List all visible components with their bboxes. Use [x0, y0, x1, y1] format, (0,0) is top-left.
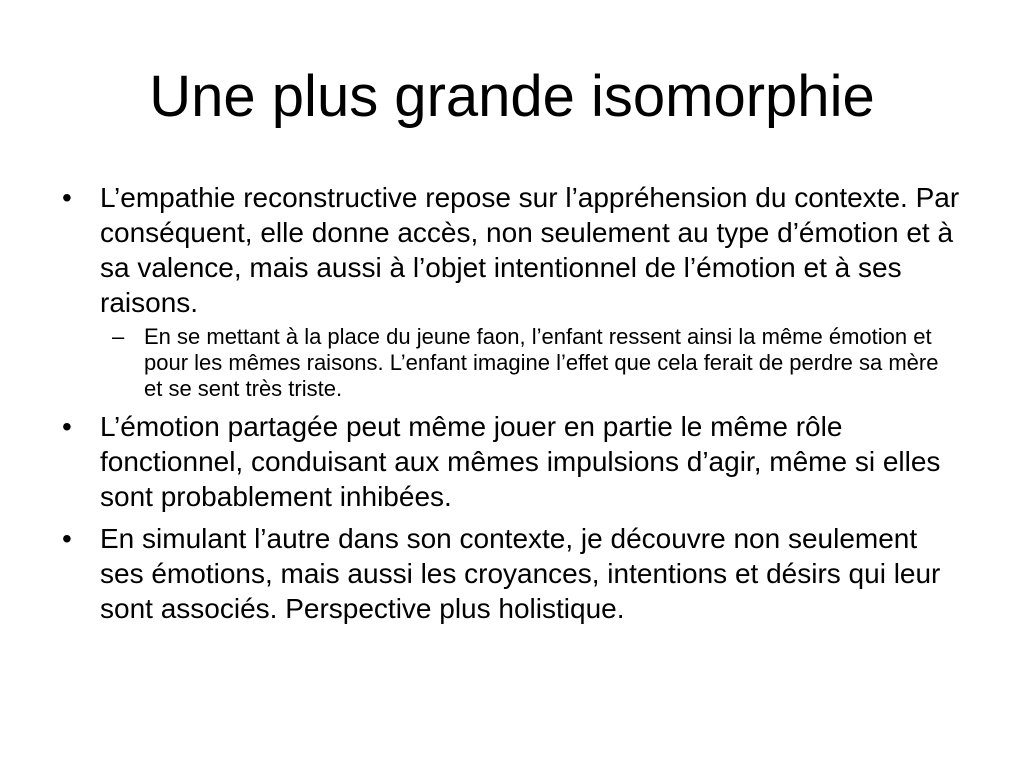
- bullet-text: En simulant l’autre dans son contexte, je découvre non seulement ses émotions, mais aussi les croyances, intentions et désirs qui leur sont associés. Perspective plus holistique.: [100, 523, 941, 624]
- bullet-item-3: [62, 521, 962, 626]
- sub-bullet-list: [62, 324, 962, 402]
- bullet-item-2: [62, 409, 962, 514]
- bullet-item-1: [62, 180, 962, 320]
- bullet-list: [62, 180, 962, 626]
- sub-bullet-text: En se mettant à la place du jeune faon, l’enfant ressent ainsi la même émotion et pour les mêmes raisons. L’enfant imagine l’effet que cela ferait de perdre sa mère et se sent très triste.: [144, 324, 939, 401]
- slide-title: Une plus grande isomorphie: [149, 64, 875, 129]
- sub-bullet-marker: –: [112, 324, 125, 349]
- bullet-marker: •: [62, 182, 72, 213]
- bullet-marker: •: [62, 411, 72, 442]
- sub-bullet-item-1: [106, 324, 962, 402]
- bullet-marker: •: [62, 523, 72, 554]
- bullet-text: L’empathie reconstructive repose sur l’appréhension du contexte. Par conséquent, elle donne accès, non seulement au type d’émotion et à sa valence, mais aussi à l’objet intentionnel de l’émotion et à ses raisons.: [100, 182, 960, 318]
- bullet-text: L’émotion partagée peut même jouer en partie le même rôle fonctionnel, conduisant aux mêmes impulsions d’agir, même si elles sont probablement inhibées.: [100, 411, 941, 512]
